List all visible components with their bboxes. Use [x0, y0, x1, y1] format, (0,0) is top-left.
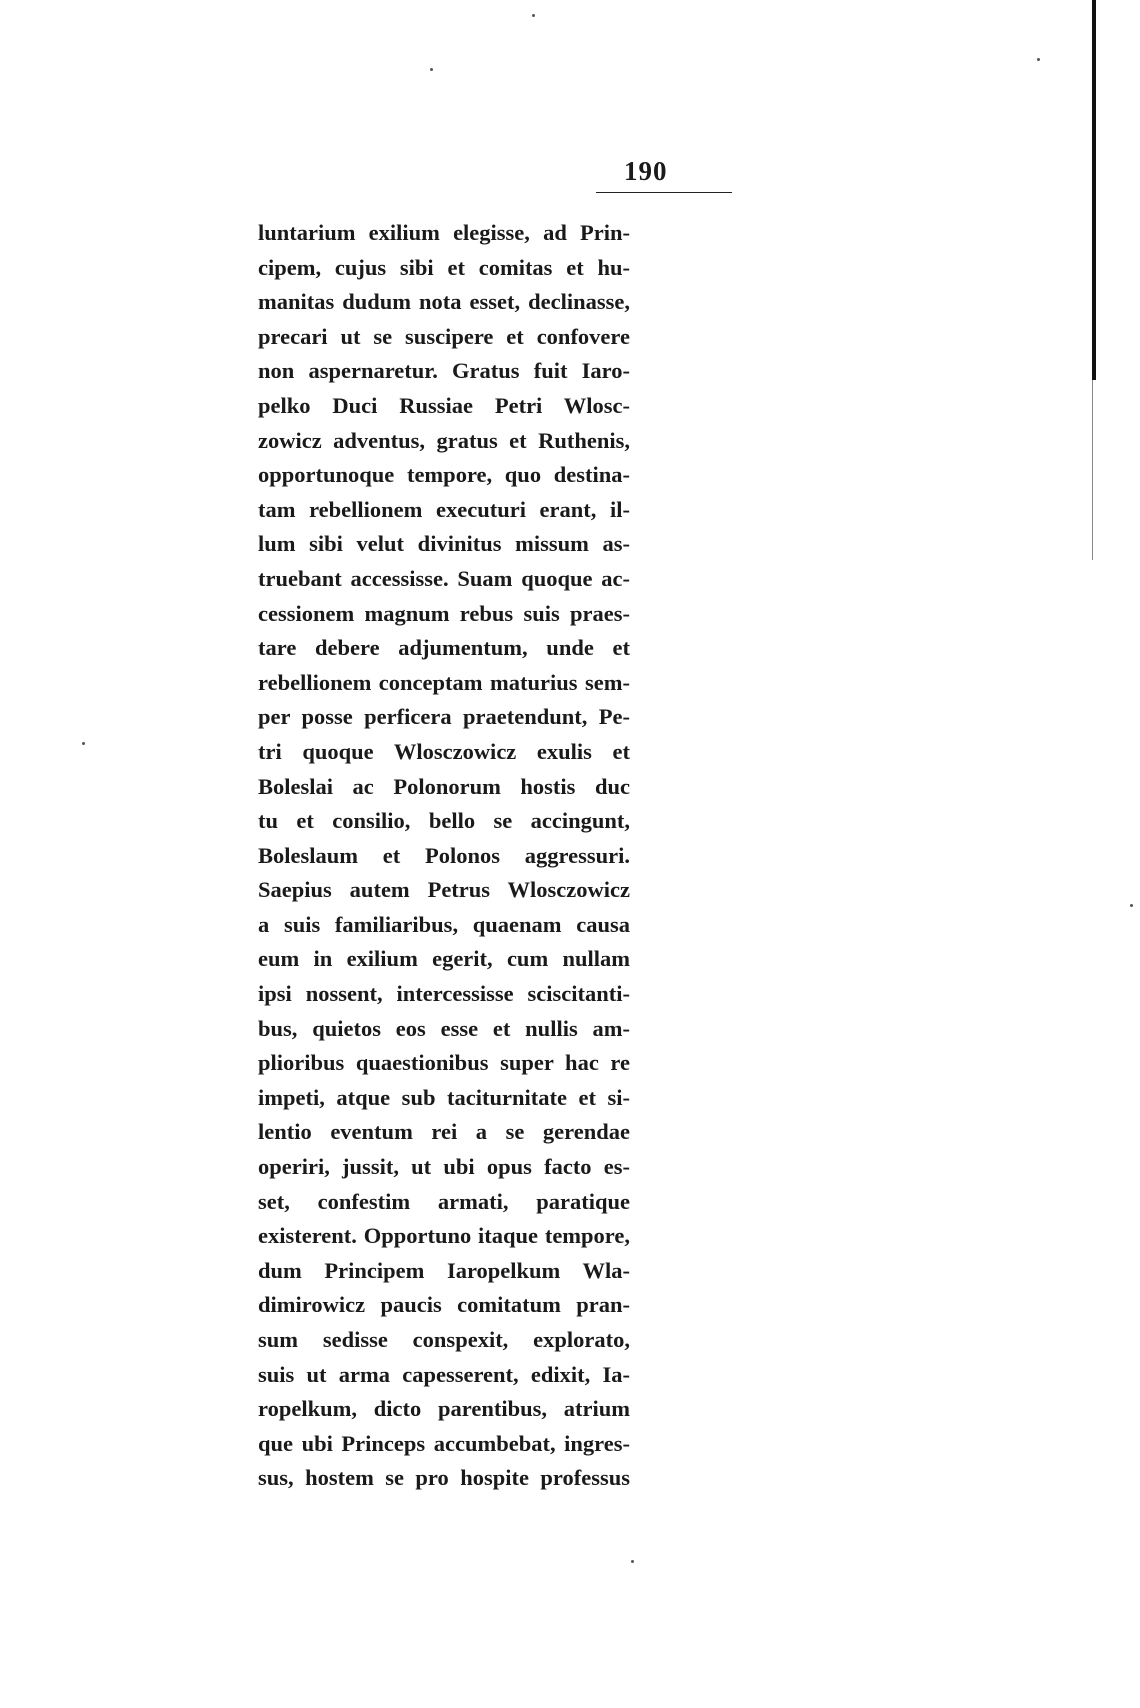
text-line: set, confestim armati, paratique	[258, 1188, 630, 1214]
body-text	[258, 216, 630, 1496]
scan-speck	[1130, 904, 1133, 907]
text-line: lentio eventum rei a se gerendae	[258, 1119, 630, 1145]
text-line: pelko Duci Russiae Petri Wlosc-	[258, 392, 630, 418]
text-line: tare debere adjumentum, unde et	[258, 635, 630, 661]
text-line: non aspernaretur. Gratus fuit Iaro-	[258, 358, 630, 384]
scan-edge-shadow	[1092, 380, 1093, 560]
text-line: tri quoque Wlosczowicz exulis et	[258, 738, 630, 764]
text-line: tam rebellionem executuri erant, il-	[258, 496, 630, 522]
text-line: impeti, atque sub taciturnitate et si-	[258, 1084, 630, 1110]
text-line: per posse perficera praetendunt, Pe-	[258, 704, 630, 730]
scan-speck	[1037, 58, 1040, 61]
text-line: lum sibi velut divinitus missum as-	[258, 531, 630, 557]
text-line: dimirowicz paucis comitatum pran-	[258, 1292, 630, 1318]
page-number-rule	[596, 192, 732, 193]
scan-speck	[430, 68, 433, 71]
text-line: eum in exilium egerit, cum nullam	[258, 946, 630, 972]
text-line: truebant accessisse. Suam quoque ac-	[258, 565, 630, 591]
text-line: zowicz adventus, gratus et Ruthenis,	[258, 427, 630, 453]
text-line: cessionem magnum rebus suis praes-	[258, 600, 630, 626]
text-line: dum Principem Iaropelkum Wla-	[258, 1257, 630, 1283]
text-line: plioribus quaestionibus super hac re	[258, 1050, 630, 1076]
scan-speck	[82, 742, 85, 745]
text-line: operiri, jussit, ut ubi opus facto es-	[258, 1154, 630, 1180]
text-line: bus, quietos eos esse et nullis am-	[258, 1015, 630, 1041]
scan-edge-shadow	[1092, 0, 1096, 380]
text-line: sus, hostem se pro hospite professus	[258, 1465, 630, 1491]
text-line: tu et consilio, bello se accingunt,	[258, 808, 630, 834]
text-line: rebellionem conceptam maturius sem-	[258, 669, 630, 695]
text-line: cipem, cujus sibi et comitas et hu-	[258, 254, 630, 280]
text-line: opportunoque tempore, quo destina-	[258, 462, 630, 488]
text-line: Boleslai ac Polonorum hostis duc	[258, 773, 630, 799]
text-line: existerent. Opportuno itaque tempore,	[258, 1223, 630, 1249]
text-line: ropelkum, dicto parentibus, atrium	[258, 1396, 630, 1422]
text-line: Boleslaum et Polonos aggressuri.	[258, 842, 630, 868]
text-line: a suis familiaribus, quaenam causa	[258, 911, 630, 937]
text-line: luntarium exilium elegisse, ad Prin-	[258, 220, 630, 245]
text-line: Saepius autem Petrus Wlosczowicz	[258, 877, 630, 903]
text-line: que ubi Princeps accumbebat, ingres-	[258, 1430, 630, 1456]
text-line: manitas dudum nota esset, declinasse,	[258, 289, 630, 315]
text-line: suis ut arma capesserent, edixit, Ia-	[258, 1361, 630, 1387]
scan-speck	[631, 1560, 634, 1563]
page-number: 190	[624, 156, 668, 186]
scan-speck	[532, 14, 535, 17]
text-line: sum sedisse conspexit, explorato,	[258, 1327, 630, 1352]
text-line: precari ut se suscipere et confovere	[258, 323, 630, 349]
text-line: ipsi nossent, intercessisse sciscitanti-	[258, 981, 630, 1007]
